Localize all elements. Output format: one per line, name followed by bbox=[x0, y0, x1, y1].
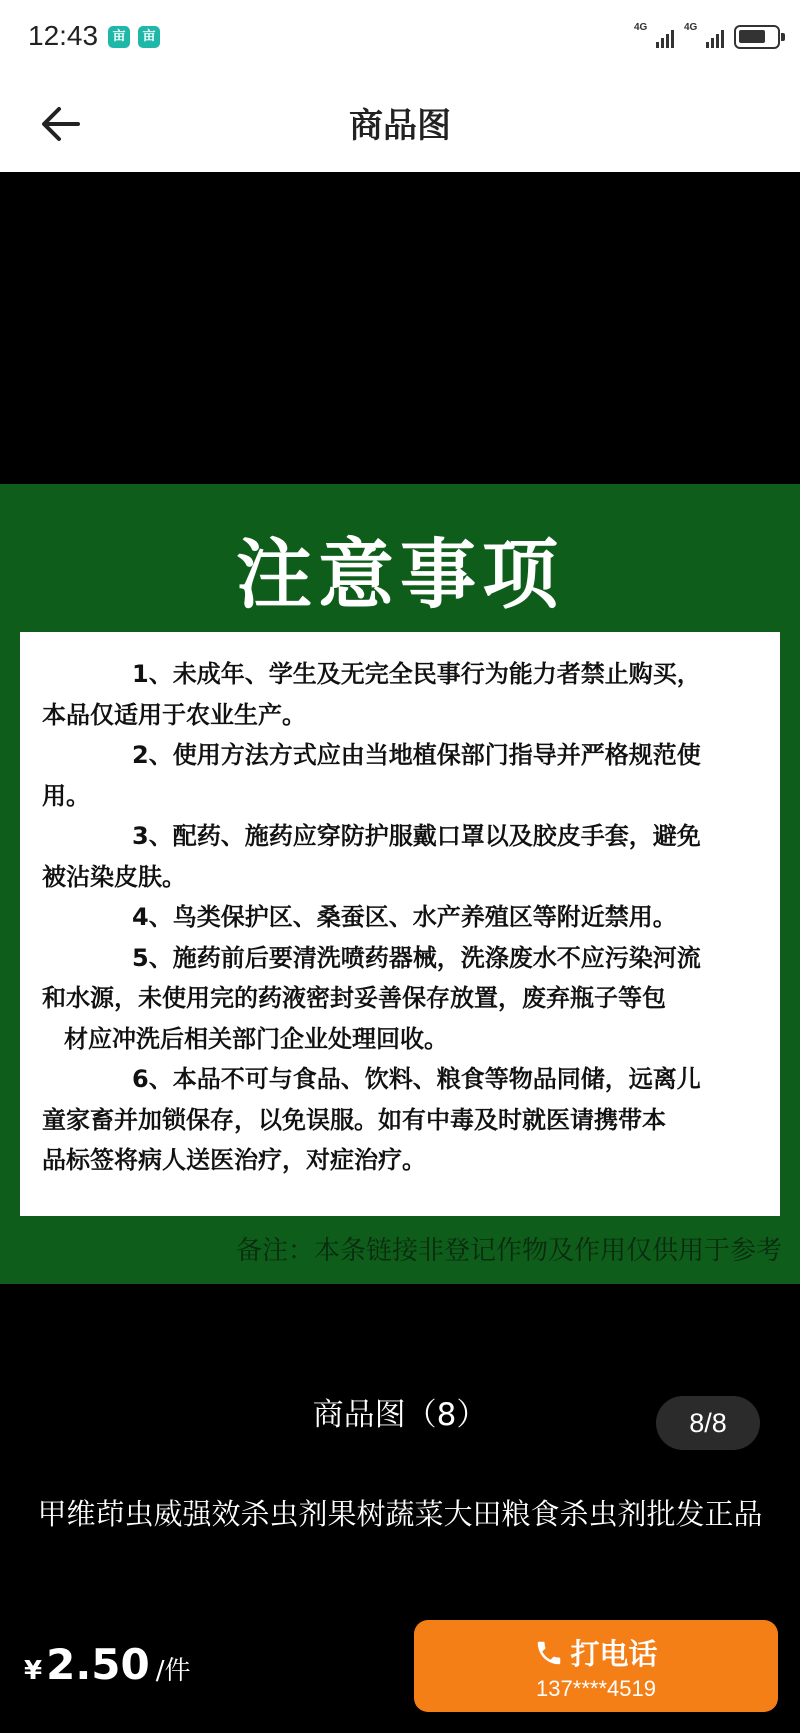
phone-number: 137****4519 bbox=[536, 1676, 656, 1701]
product-image[interactable] bbox=[0, 484, 800, 1284]
signal-icon bbox=[684, 24, 724, 50]
notice-line: 2、使用方法方式应由当地植保部门指导并严格规范使 bbox=[132, 741, 701, 769]
battery-icon bbox=[734, 25, 780, 49]
price-symbol: ¥ bbox=[24, 1656, 43, 1686]
status-indicators bbox=[634, 22, 780, 52]
notice-line: 4、鸟类保护区、桑蚕区、水产养殖区等附近禁用。 bbox=[132, 903, 677, 931]
status-bar bbox=[0, 0, 800, 76]
notice-line: 1、未成年、学生及无完全民事行为能力者禁止购买， bbox=[132, 660, 701, 688]
price bbox=[24, 1640, 191, 1689]
call-button[interactable] bbox=[414, 1620, 778, 1712]
page-title: 商品图 bbox=[349, 106, 451, 146]
notice-line: 品标签将病人送医治疗，对症治疗。 bbox=[42, 1146, 426, 1174]
notice-line: 本品仅适用于农业生产。 bbox=[42, 700, 306, 729]
signal-label: 4G bbox=[684, 22, 698, 33]
notice-line: 童家畜并加锁保存，以免误服。如有中毒及时就医请携带本 bbox=[42, 1105, 666, 1134]
notice-line: 和水源，未使用完的药液密封妥善保存放置，废弃瓶子等包 bbox=[42, 984, 666, 1012]
image-caption: 商品图（8） bbox=[312, 1397, 488, 1433]
notice-remark: 备注：本条链接非登记作物及作用仅供用于参考 bbox=[235, 1236, 782, 1266]
image-viewer[interactable] bbox=[0, 172, 800, 1733]
page-counter: 8/8 bbox=[656, 1396, 760, 1450]
status-time: 12:43 bbox=[28, 20, 99, 51]
phone-icon bbox=[534, 1638, 564, 1668]
price-unit: /件 bbox=[155, 1656, 191, 1686]
signal-label: 4G bbox=[634, 22, 648, 33]
app-notification-icon: 亩 bbox=[138, 26, 160, 48]
signal-icon bbox=[634, 24, 674, 50]
notice-line: 6、本品不可与食品、饮料、粮食等物品同储，远离儿 bbox=[132, 1065, 701, 1093]
notice-line: 3、配药、施药应穿防护服戴口罩以及胶皮手套，避免 bbox=[132, 822, 701, 850]
page-header bbox=[0, 76, 800, 172]
call-label: 打电话 bbox=[570, 1637, 658, 1671]
app-notification-icon: 亩 bbox=[108, 26, 130, 48]
notice-line: 用。 bbox=[42, 781, 90, 810]
price-value: 2.50 bbox=[46, 1640, 150, 1689]
notice-line: 材应冲洗后相关部门企业处理回收。 bbox=[64, 1024, 448, 1053]
notice-line: 5、施药前后要清洗喷药器械，洗涤废水不应污染河流 bbox=[132, 943, 701, 972]
product-name: 甲维茚虫威强效杀虫剂果树蔬菜大田粮食杀虫剂批发正品 bbox=[37, 1497, 763, 1531]
notice-line: 被沾染皮肤。 bbox=[42, 862, 186, 891]
call-button-top bbox=[414, 1632, 778, 1673]
notice-title: 注意事项 bbox=[236, 530, 564, 619]
notice-content bbox=[20, 632, 780, 1216]
